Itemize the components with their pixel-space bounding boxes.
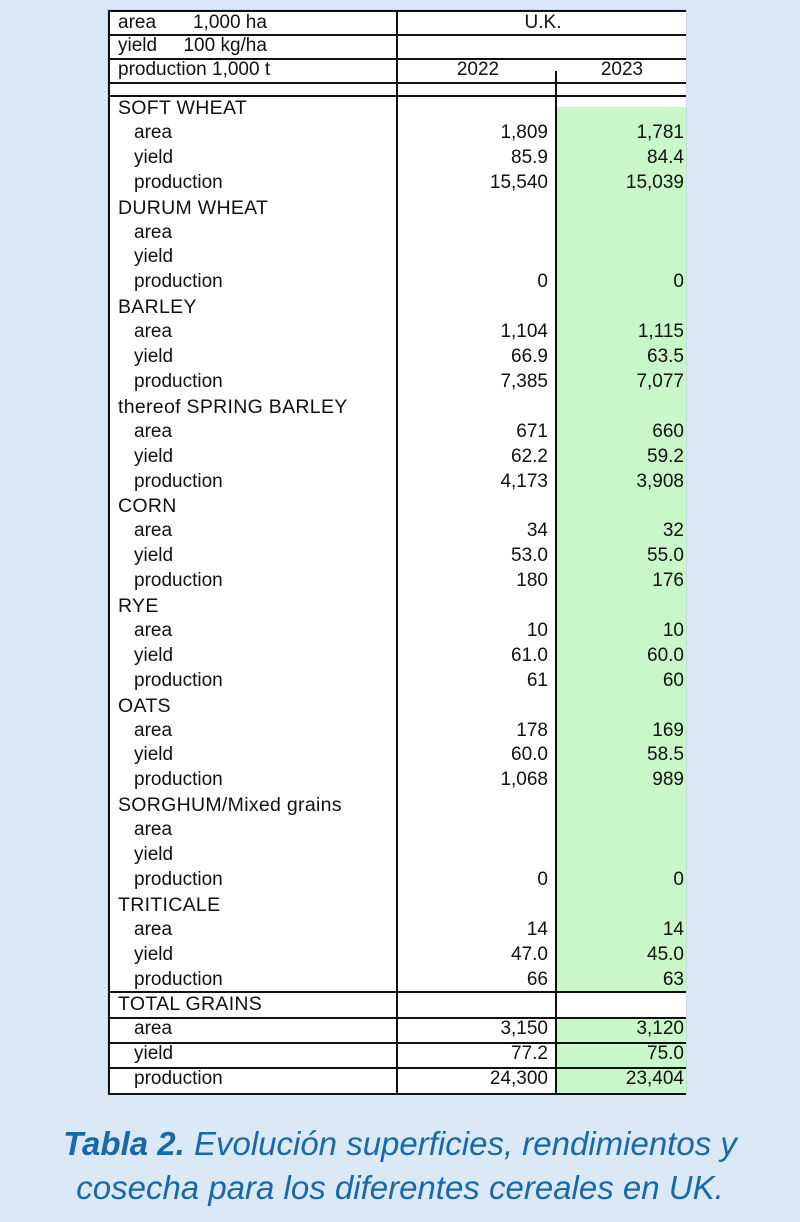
- table-caption: [0, 1122, 800, 1210]
- cell-2023: 989: [652, 769, 684, 791]
- row-item-label: area: [134, 918, 173, 940]
- row-section-label: thereof SPRING BARLEY: [118, 395, 348, 418]
- row-item-label: area: [134, 321, 173, 343]
- cell-2023: 7,077: [636, 370, 684, 392]
- cell-2022: 4,173: [500, 470, 548, 492]
- row-item-label: production: [134, 868, 223, 890]
- caption-label: Tabla 2.: [63, 1125, 185, 1162]
- cell-2022: 1,068: [500, 769, 548, 791]
- row-section-label: SORGHUM/Mixed grains: [118, 794, 342, 817]
- row-item-label: area: [134, 1018, 173, 1040]
- row-section-label: RYE: [118, 595, 159, 617]
- row-item-label: yield: [134, 445, 174, 467]
- row-item-label: yield: [134, 943, 174, 965]
- header-unit-1: yield 100 kg/ha: [118, 35, 267, 56]
- caption-text: Evolución superficies, rendimientos y cosecha para los diferentes cereales en UK.: [76, 1125, 737, 1206]
- cell-2023: 1,781: [636, 121, 684, 143]
- cell-2023: 23,404: [625, 1068, 684, 1090]
- cell-2022: 7,385: [500, 370, 548, 392]
- cell-2022: 53.0: [511, 545, 548, 567]
- cell-2022: 61.0: [511, 644, 548, 666]
- row-section-label: TRITICALE: [118, 893, 221, 916]
- cell-2023: 45.0: [647, 943, 684, 965]
- row-item-label: production: [134, 470, 223, 492]
- cell-2022: 66.9: [511, 346, 548, 367]
- cell-2023: 60.0: [647, 644, 684, 666]
- cell-2022: 180: [516, 570, 548, 592]
- row-section-label: DURUM WHEAT: [118, 196, 269, 219]
- row-item-label: production: [134, 669, 223, 691]
- cell-2022: 47.0: [511, 943, 548, 965]
- total-label-band: [557, 993, 686, 1017]
- column-separator-label: [396, 10, 398, 1094]
- row-section-label: BARLEY: [118, 296, 197, 319]
- cell-2023: 10: [662, 619, 684, 641]
- cell-2023: 59.2: [647, 445, 684, 467]
- row-item-label: yield: [134, 1043, 174, 1065]
- border-left: [108, 10, 110, 1094]
- row-item-label: area: [134, 520, 173, 542]
- cell-2022: 0: [537, 868, 548, 890]
- cell-2022: 1,809: [500, 121, 548, 143]
- cell-2023: 63: [662, 968, 684, 990]
- cell-2023: 3,120: [636, 1018, 684, 1040]
- row-item-label: area: [134, 121, 173, 143]
- row-item-label: area: [134, 819, 173, 841]
- cell-2022: 1,104: [500, 321, 548, 343]
- row-section-label: CORN: [118, 495, 177, 518]
- row-item-label: yield: [134, 246, 174, 268]
- row-item-label: yield: [134, 744, 174, 766]
- header-rule-3: [108, 82, 686, 84]
- cell-2022: 10: [526, 619, 548, 641]
- cell-2023: 84.4: [647, 146, 684, 168]
- row-item-label: area: [134, 619, 173, 641]
- cell-2023: 176: [652, 570, 684, 592]
- crop-table: [108, 10, 686, 1094]
- header-unit-2: production 1,000 t: [118, 59, 271, 80]
- row-item-label: production: [134, 370, 223, 392]
- cell-2022: 61: [526, 669, 548, 691]
- row-item-label: production: [134, 171, 223, 193]
- cell-2022: 66: [526, 968, 548, 990]
- cell-2023: 0: [673, 271, 684, 293]
- row-item-label: production: [134, 271, 223, 293]
- row-item-label: yield: [134, 146, 174, 168]
- row-item-label: yield: [134, 644, 174, 666]
- cell-2022: 178: [516, 719, 548, 741]
- cell-2022: 85.9: [511, 146, 548, 168]
- cell-2023: 14: [662, 918, 684, 940]
- row-section-label: TOTAL GRAINS: [118, 993, 263, 1016]
- column-separator-years: [555, 71, 557, 1094]
- cell-2023: 32: [662, 520, 684, 542]
- cell-2022: 0: [537, 271, 548, 293]
- row-item-label: yield: [134, 346, 174, 367]
- cell-2022: 671: [516, 420, 548, 442]
- cell-2023: 55.0: [647, 545, 684, 567]
- header-year-2023: 2023: [600, 59, 644, 80]
- cell-2022: 77.2: [511, 1043, 548, 1065]
- row-item-label: yield: [134, 844, 174, 865]
- cell-2022: 15,540: [489, 171, 548, 193]
- row-item-label: production: [134, 968, 223, 990]
- row-item-label: area: [134, 719, 173, 741]
- cell-2022: 60.0: [511, 744, 548, 766]
- header-year-2022: 2022: [456, 59, 500, 80]
- row-item-label: production: [134, 769, 223, 791]
- cell-2023: 3,908: [636, 470, 684, 492]
- cell-2023: 60: [662, 669, 684, 691]
- row-section-label: OATS: [118, 694, 171, 717]
- table-bottom-rule: [108, 1093, 686, 1095]
- row-item-label: production: [134, 1068, 223, 1090]
- header-country: U.K.: [524, 12, 562, 33]
- cell-2023: 63.5: [647, 346, 684, 367]
- cell-2023: 58.5: [647, 744, 684, 766]
- cell-2022: 62.2: [511, 445, 548, 467]
- row-item-label: production: [134, 570, 223, 592]
- cell-2023: 15,039: [625, 171, 684, 193]
- cell-2023: 660: [652, 420, 684, 442]
- cell-2023: 1,115: [637, 321, 684, 343]
- row-item-label: area: [134, 420, 173, 442]
- cell-2023: 169: [652, 719, 684, 741]
- cell-2022: 14: [526, 918, 548, 940]
- row-section-label: SOFT WHEAT: [118, 97, 248, 119]
- cell-2023: 75.0: [647, 1043, 684, 1065]
- header-unit-0: area 1,000 ha: [118, 12, 267, 33]
- row-item-label: area: [134, 221, 173, 243]
- cell-2022: 24,300: [489, 1068, 548, 1090]
- cell-2022: 3,150: [500, 1018, 548, 1040]
- row-item-label: yield: [134, 545, 174, 567]
- cell-2023: 0: [673, 868, 684, 890]
- cell-2022: 34: [526, 520, 548, 542]
